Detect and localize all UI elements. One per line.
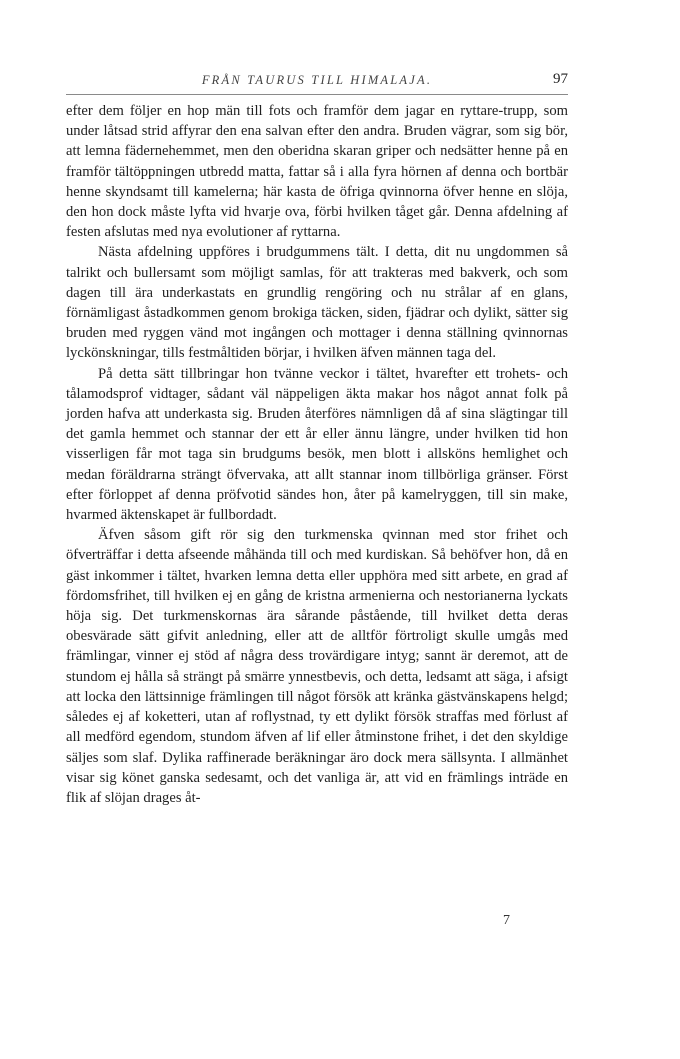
body-text <box>66 101 568 808</box>
signature-mark: 7 <box>503 913 510 928</box>
header-rule <box>66 94 568 95</box>
paragraph-4: Äfven såsom gift rör sig den turkmenska qvinnan med stor frihet och öfverträffar i detta afseende måhända till och med kurdiskan. Så behöfver hon, då en gäst inkommer i tältet, hvarken lemna detta eller upphöra med sitt arbete, en grad af fördomsfrihet, till hvilken ej en gång de kristna armenierna och nestorianerna lyckats höja sig. Det turkmenskornas ära sårande påstående, till hvilket detta deras obesvärade sätt gifvit anledning, eller att de alltför förtroligt skulle umgås med främlingar, vinner ej stöd af några dess trovärdigare intyg; sannt är deremot, att de stundom ej hålla så strängt på smärre ynnestbevis, och detta, ledsamt att säga, i afsigt att locka den lättsinnige främlingen till något försök att kränka gästvänskapens helgd; således ej af koketteri, utan af roflystnad, ty ett dylikt försök straffas med förlust af all medförd egendom, stundom äfven af lif eller åtminstone frihet, i det den skyldige säljes som slaf. Dylika raffinerade beräkningar äro dock mera sällsynta. I allmänhet visar sig könet ganska sedesamt, och det vanliga är, att vid en främlings inträde en flik af slöjan drages åt- <box>66 527 568 806</box>
running-title: FRÅN TAURUS TILL HIMALAJA. <box>201 73 433 87</box>
paragraph-1: efter dem följer en hop män till fots och framför dem jagar en ryttare-trupp, som under låtsad strid affyrar den ena salvan efter den andra. Bruden vägrar, som sig bör, att lemna fädernehemmet, men den oberidna skaran griper och nedsätter henne på en framför tältöppningen utbredd matta, fattar så i alla fyra hörnen af denna och bortbär henne skyndsamt till kamelerna; här kasta de öfriga qvinnorna öfver henne en slöja, den hon dock måste lyfta vid hvarje ova, förbi hvilken tåget går. Denna afdelning af festen afslutas med nya evolutioner af ryttarna. <box>66 103 568 241</box>
page-number: 97 <box>553 71 568 87</box>
running-head <box>66 66 568 94</box>
paragraph-3: På detta sätt tillbringar hon tvänne veckor i tältet, hvarefter ett trohets- och tålamodsprof vidtager, sådant väl näppeligen äkta makar hos något annat folk på jorden hafva att underkasta sig. Bruden återföres nämnligen då af sina slägtingar till det gamla hemmet och stannar der ett år eller ännu längre, under hvilken tid hon visserligen får mot taga sin brudgums besök, men blott i allsköns hemlighet och medan föräldrarna strängt öfvervaka, att allt stannar inom tillbörliga gränser. Först efter förloppet af denna pröfvotid sändes hon, åter på kamelryggen, till sin make, hvarmed äktenskapet är fullbordadt. <box>66 365 568 524</box>
paragraph-2: Nästa afdelning uppföres i brudgummens tält. I detta, dit nu ungdommen så talrikt och bullersamt som möjligt samlas, för att trakteras med bakverk, och som dagen till ära underkastats en grundlig rengöring och nu strålar af en glans, förnämligast åstadkommen genom brokiga täcken, siden, fjädrar och dylikt, sätter sig bruden med ryggen vänd mot ingången och mottager i denna ställning qvinnornas lyckönskningar, tills festmåltiden börjar, i hvilken äfven männen taga del. <box>66 244 568 362</box>
